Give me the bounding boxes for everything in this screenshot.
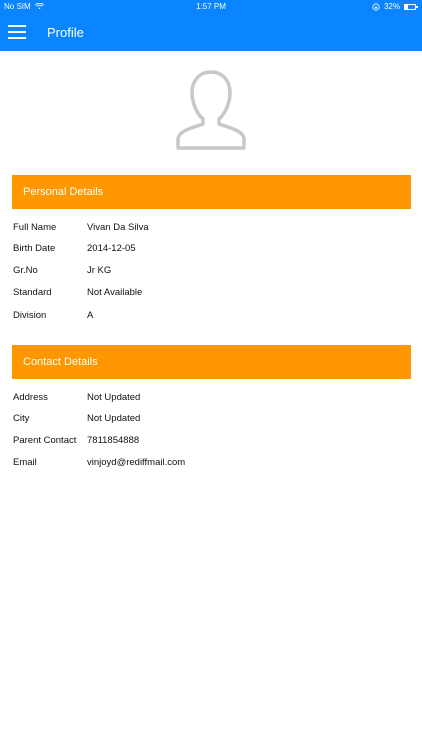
status-time: 1:57 PM — [196, 2, 226, 11]
battery-icon — [404, 4, 416, 10]
detail-value: vinjoyd@rediffmail.com — [87, 457, 186, 468]
detail-label: Standard — [13, 287, 52, 298]
detail-label: City — [13, 413, 30, 424]
personal-details-header: Personal Details — [12, 175, 411, 209]
carrier-label: No SIM — [4, 2, 31, 11]
battery-percent: 32% — [383, 2, 400, 11]
detail-label: Parent Contact — [13, 435, 77, 446]
page-title: Profile — [47, 25, 84, 40]
detail-value: Not Updated — [87, 392, 141, 403]
contact-details-header: Contact Details — [12, 345, 411, 379]
detail-value: Not Available — [87, 287, 143, 298]
detail-label: Division — [13, 310, 47, 321]
detail-value: Jr KG — [87, 265, 112, 276]
detail-label: Full Name — [13, 222, 57, 233]
detail-value: 2014-12-05 — [87, 243, 136, 254]
user-avatar-placeholder-icon — [175, 68, 247, 152]
detail-value: 7811854888 — [87, 435, 140, 446]
detail-label: Email — [13, 457, 37, 468]
status-right-group — [372, 2, 416, 11]
status-bar — [0, 0, 422, 14]
detail-value: A — [87, 310, 94, 321]
detail-label: Address — [13, 392, 48, 403]
detail-label: Gr.No — [13, 265, 38, 276]
nav-bar — [0, 14, 422, 51]
hamburger-menu-icon[interactable] — [8, 25, 26, 39]
detail-value: Vivan Da Silva — [87, 222, 149, 233]
detail-value: Not Updated — [87, 413, 141, 424]
orientation-lock-icon — [372, 3, 380, 11]
detail-label: Birth Date — [13, 243, 56, 254]
